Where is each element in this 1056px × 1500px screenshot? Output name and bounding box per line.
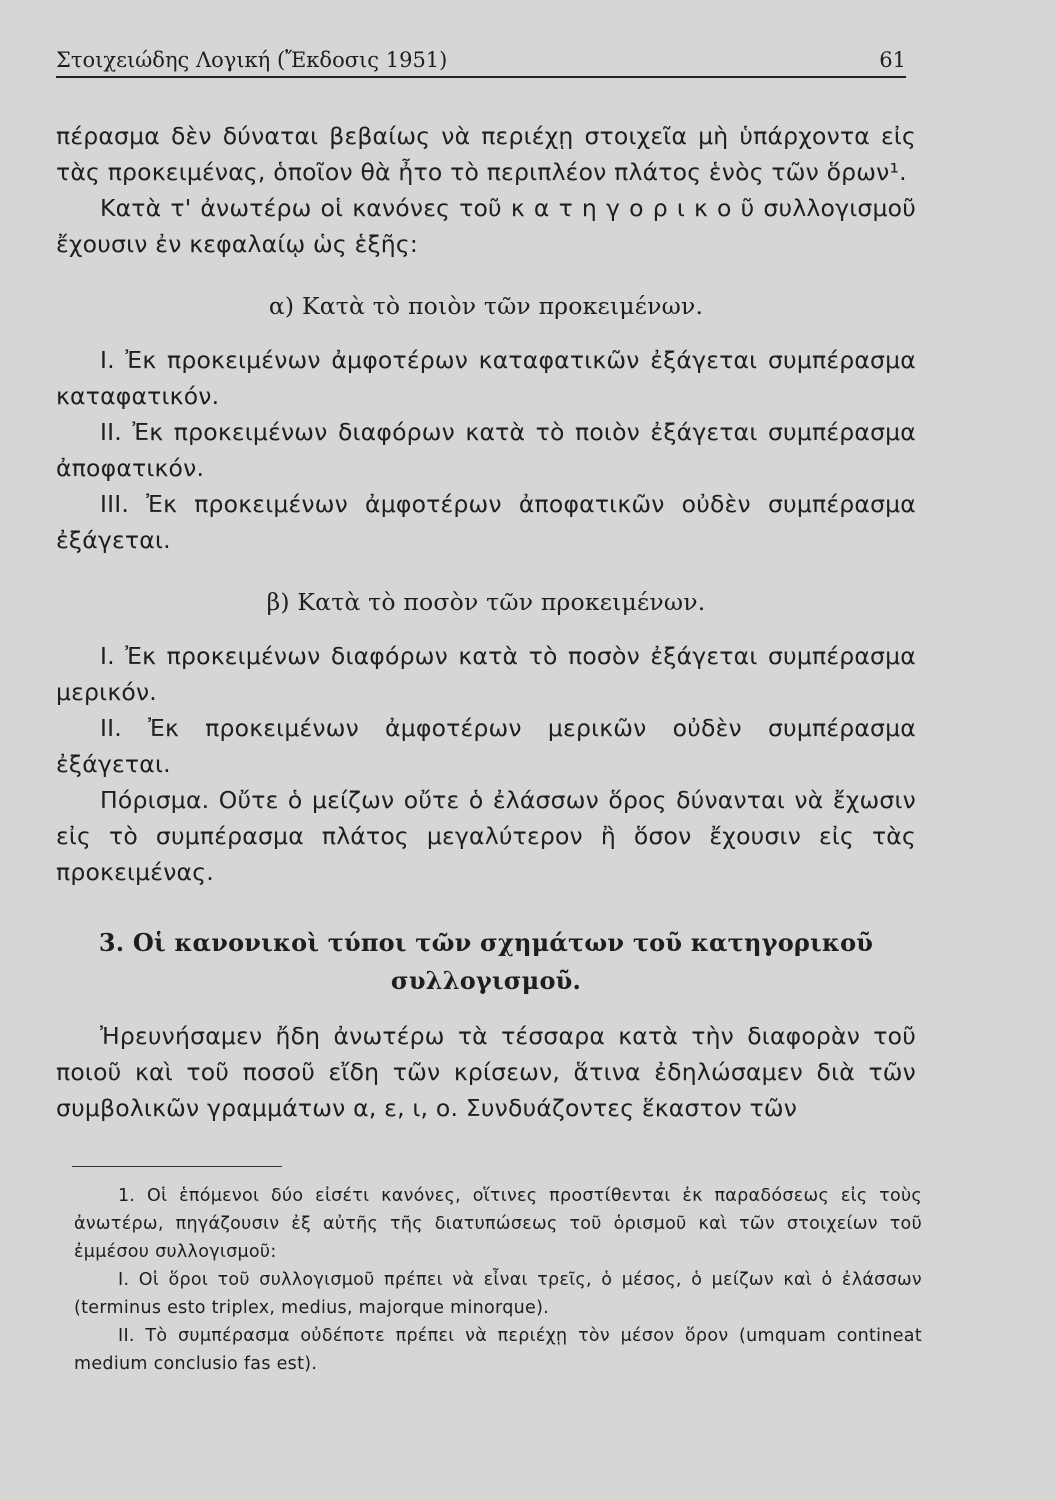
footnotes bbox=[74, 1182, 922, 1378]
page-number: 61 bbox=[879, 48, 906, 72]
footnote-divider bbox=[72, 1166, 282, 1167]
section-heading-line2: συλλογισμοῦ. bbox=[390, 966, 582, 995]
subheading-quality: α) Κατὰ τὸ ποιὸν τῶν προκειμένων. bbox=[268, 292, 704, 320]
running-header bbox=[56, 48, 906, 78]
rule-quantity-2: II. Ἐκ προκειμένων ἀμφοτέρων μερικῶν οὐδὲν συμπέρασμα ἐξάγεται. bbox=[56, 714, 916, 778]
rule-quality-1: I. Ἐκ προκειμένων ἀμφοτέρων καταφατικῶν ἐξάγεται συμπέρασμα καταφατικόν. bbox=[56, 346, 916, 410]
rule-quantity-1: I. Ἐκ προκειμένων διαφόρων κατὰ τὸ ποσὸν ἐξάγεται συμπέρασμα μερικόν. bbox=[56, 642, 916, 706]
paragraph-section-body: Ἠρευνήσαμεν ἤδη ἀνωτέρω τὰ τέσσαρα κατὰ τὴν διαφορὰν τοῦ ποιοῦ καὶ τοῦ ποσοῦ εἴδη τῶν κρίσεων, ἅτινα ἐδηλώσαμεν διὰ τῶν συμβολικῶν γραμμάτων α, ε, ι, ο. Συνδυάζοντες ἕκαστον τῶν bbox=[56, 1022, 916, 1122]
paragraph-rules-intro: Κατὰ τ' ἀνωτέρω οἱ κανόνες τοῦ κ α τ η γ ο ρ ι κ ο ῦ συλλογισμοῦ ἔχουσιν ἐν κεφαλαίῳ ὡς ἑξῆς: bbox=[56, 194, 916, 258]
section-heading bbox=[56, 924, 916, 1000]
footnote-1-rule-i: I. Οἱ ὅροι τοῦ συλλογισμοῦ πρέπει νὰ εἶναι τρεῖς, ὁ μέσος, ὁ μείζων καὶ ὁ ἐλάσσων (terminus esto triplex, medius, majorque minorque). bbox=[74, 1270, 922, 1318]
corollary: Πόρισμα. Οὔτε ὁ μείζων οὔτε ὁ ἐλάσσων ὅρος δύνανται νὰ ἔχωσιν εἰς τὸ συμπέρασμα πλάτος μεγαλύτερον ἢ ὅσον ἔχουσιν εἰς τὰς προκειμένας. bbox=[56, 786, 916, 886]
subheading-quantity: β) Κατὰ τὸ ποσὸν τῶν προκειμένων. bbox=[266, 588, 706, 616]
footnote-1: 1. Οἱ ἑπόμενοι δύο εἰσέτι κανόνες, οἵτινες προστίθενται ἐκ παραδόσεως εἰς τοὺς ἀνωτέρω, πηγάζουσιν ἐξ αὐτῆς τῆς διατυπώσεως τοῦ ὁρισμοῦ καὶ τῶν στοιχείων τοῦ ἐμμέσου συλλογισμοῦ: bbox=[74, 1186, 922, 1262]
header-title: Στοιχειώδης Λογική (Ἔκδοσις 1951) bbox=[56, 48, 448, 72]
rule-quality-3: III. Ἐκ προκειμένων ἀμφοτέρων ἀποφατικῶν οὐδὲν συμπέρασμα ἐξάγεται. bbox=[56, 490, 916, 554]
rule-quality-2: II. Ἐκ προκειμένων διαφόρων κατὰ τὸ ποιὸν ἐξάγεται συμπέρασμα ἀποφατικόν. bbox=[56, 418, 916, 482]
paragraph-continuation: πέρασμα δὲν δύναται βεβαίως νὰ περιέχῃ στοιχεῖα μὴ ὑπάρχοντα εἰς τὰς προκειμένας, ὁποῖον θὰ ἦτο τὸ περιπλέον πλάτος ἑνὸς τῶν ὅρων¹. bbox=[56, 122, 916, 186]
main-text bbox=[56, 118, 916, 1126]
footnote-1-rule-ii: II. Τὸ συμπέρασμα οὐδέποτε πρέπει νὰ περιέχῃ τὸν μέσον ὅρον (umquam contineat medium conclusio fas est). bbox=[74, 1326, 922, 1374]
section-heading-line1: 3. Οἱ κανονικοὶ τύποι τῶν σχημάτων τοῦ κατηγορικοῦ bbox=[98, 928, 874, 957]
